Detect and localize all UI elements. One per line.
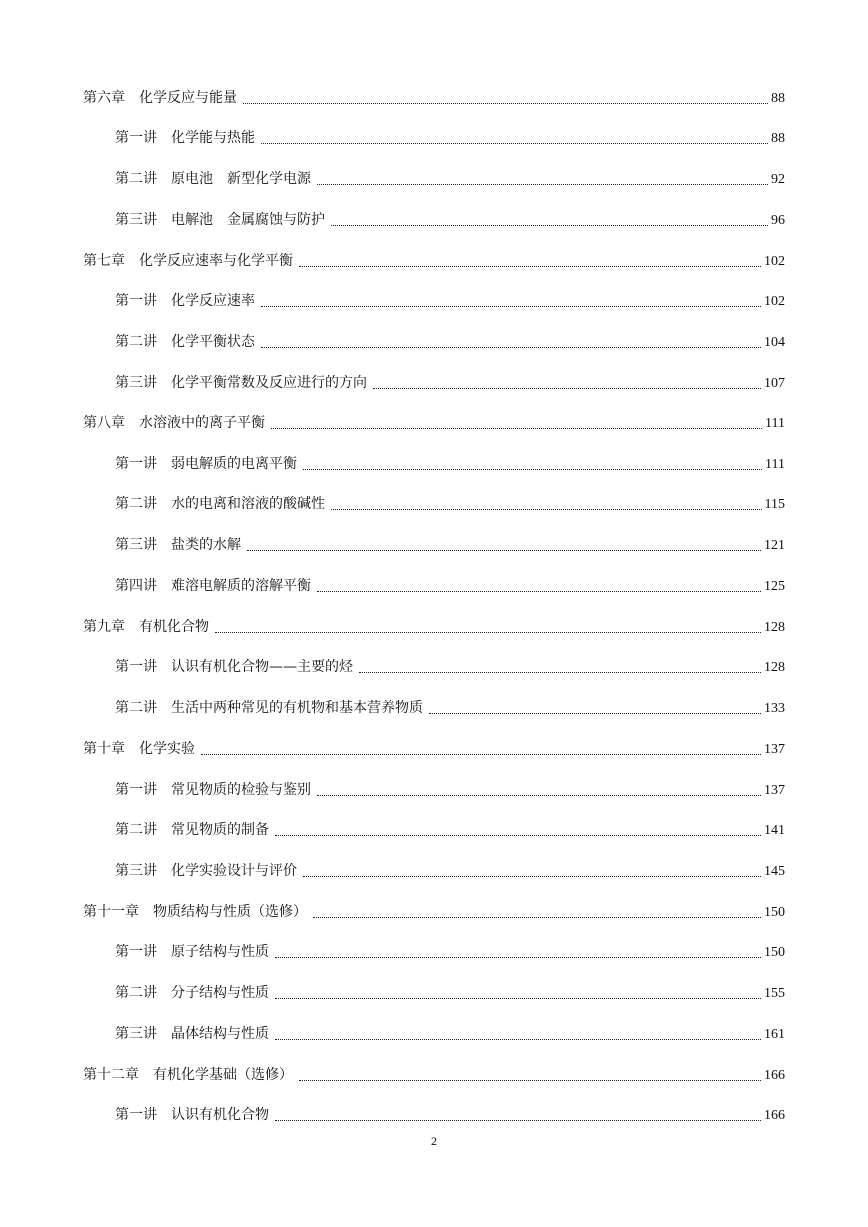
toc-entry-title: 第十章 化学实验 — [83, 741, 195, 757]
toc-entry-title: 第一讲 认识有机化合物 — [115, 1107, 269, 1123]
toc-chapter-row[interactable] — [83, 738, 785, 760]
toc-lecture-row[interactable] — [115, 534, 785, 556]
dot-leader — [261, 306, 761, 307]
dot-leader — [373, 388, 761, 389]
dot-leader — [247, 550, 761, 551]
toc-page-number: 125 — [764, 579, 785, 594]
dot-leader — [429, 713, 761, 714]
toc-lecture-row[interactable] — [115, 779, 785, 801]
toc-entry-title: 第一讲 化学反应速率 — [115, 293, 255, 309]
dot-leader — [299, 1080, 761, 1081]
toc-entry-title: 第一讲 化学能与热能 — [115, 130, 255, 146]
dot-leader — [317, 184, 768, 185]
dot-leader — [275, 1120, 761, 1121]
toc-lecture-row[interactable] — [115, 290, 785, 312]
toc-lecture-row[interactable] — [115, 819, 785, 841]
toc-lecture-row[interactable] — [115, 168, 785, 190]
dot-leader — [331, 509, 762, 510]
dot-leader — [313, 917, 761, 918]
toc-page-number: 166 — [764, 1108, 785, 1123]
dot-leader — [243, 103, 768, 104]
toc-entry-title: 第一讲 常见物质的检验与鉴别 — [115, 782, 311, 798]
toc-entry-title: 第二讲 原电池 新型化学电源 — [115, 171, 311, 187]
toc-page-number: 145 — [764, 864, 785, 879]
toc-entry-title: 第七章 化学反应速率与化学平衡 — [83, 253, 293, 269]
toc-entry-title: 第三讲 晶体结构与性质 — [115, 1026, 269, 1042]
dot-leader — [303, 469, 762, 470]
toc-page-number: 111 — [765, 416, 785, 431]
dot-leader — [261, 347, 761, 348]
toc-lecture-row[interactable] — [115, 1104, 785, 1126]
toc-lecture-row[interactable] — [115, 493, 785, 515]
toc-entry-title: 第三讲 化学平衡常数及反应进行的方向 — [115, 375, 367, 391]
dot-leader — [201, 754, 761, 755]
toc-entry-title: 第八章 水溶液中的离子平衡 — [83, 415, 265, 431]
toc-lecture-row[interactable] — [115, 372, 785, 394]
toc-entry-title: 第一讲 原子结构与性质 — [115, 944, 269, 960]
toc-entry-title: 第二讲 常见物质的制备 — [115, 822, 269, 838]
toc-chapter-row[interactable] — [83, 412, 785, 434]
toc-page-number: 141 — [764, 823, 785, 838]
toc-page-number: 107 — [764, 376, 785, 391]
toc-page-number: 155 — [764, 986, 785, 1001]
dot-leader — [275, 835, 761, 836]
dot-leader — [275, 1039, 761, 1040]
toc-lecture-row[interactable] — [115, 209, 785, 231]
toc-page-number: 166 — [764, 1068, 785, 1083]
dot-leader — [317, 795, 761, 796]
toc-chapter-row[interactable] — [83, 616, 785, 638]
dot-leader — [275, 998, 761, 999]
toc-entry-title: 第一讲 弱电解质的电离平衡 — [115, 456, 297, 472]
toc-page-number: 111 — [765, 457, 785, 472]
dot-leader — [331, 225, 768, 226]
toc-chapter-row[interactable] — [83, 1064, 785, 1086]
toc-entry-title: 第二讲 分子结构与性质 — [115, 985, 269, 1001]
dot-leader — [261, 143, 768, 144]
toc-lecture-row[interactable] — [115, 453, 785, 475]
toc-page-number: 161 — [764, 1027, 785, 1042]
toc-page-number: 137 — [764, 742, 785, 757]
toc-page-number: 102 — [764, 254, 785, 269]
toc-lecture-row[interactable] — [115, 941, 785, 963]
toc-page-number: 150 — [764, 905, 785, 920]
toc-entry-title: 第三讲 电解池 金属腐蚀与防护 — [115, 212, 325, 228]
toc-lecture-row[interactable] — [115, 656, 785, 678]
dot-leader — [303, 876, 761, 877]
toc-entry-title: 第一讲 认识有机化合物——主要的烃 — [115, 659, 353, 675]
toc-page-number: 150 — [764, 945, 785, 960]
toc-chapter-row[interactable] — [83, 901, 785, 923]
toc-lecture-row[interactable] — [115, 982, 785, 1004]
toc-page-number: 121 — [764, 538, 785, 553]
toc-page-number: 133 — [764, 701, 785, 716]
toc-entry-title: 第三讲 化学实验设计与评价 — [115, 863, 297, 879]
toc-lecture-row[interactable] — [115, 1023, 785, 1045]
toc-page-number: 128 — [764, 660, 785, 675]
toc-page-number: 104 — [764, 335, 785, 350]
toc-entry-title: 第六章 化学反应与能量 — [83, 90, 237, 106]
toc-lecture-row[interactable] — [115, 697, 785, 719]
dot-leader — [359, 672, 761, 673]
dot-leader — [317, 591, 761, 592]
toc-page-number: 88 — [771, 91, 785, 106]
dot-leader — [299, 266, 761, 267]
toc-lecture-row[interactable] — [115, 127, 785, 149]
toc-lecture-row[interactable] — [115, 860, 785, 882]
toc-lecture-row[interactable] — [115, 331, 785, 353]
toc-entry-title: 第二讲 水的电离和溶液的酸碱性 — [115, 496, 325, 512]
toc-entry-title: 第九章 有机化合物 — [83, 619, 209, 635]
toc-chapter-row[interactable] — [83, 87, 785, 109]
toc-page-number: 92 — [771, 172, 785, 187]
toc-page-number: 96 — [771, 213, 785, 228]
dot-leader — [215, 632, 761, 633]
toc-entry-title: 第三讲 盐类的水解 — [115, 537, 241, 553]
toc-entry-title: 第二讲 化学平衡状态 — [115, 334, 255, 350]
toc-page-number: 88 — [771, 131, 785, 146]
dot-leader — [271, 428, 762, 429]
toc-page-number: 102 — [764, 294, 785, 309]
toc-page-number: 137 — [764, 783, 785, 798]
toc-page-number: 115 — [764, 497, 785, 512]
toc-entry-title: 第十一章 物质结构与性质（选修） — [83, 904, 307, 920]
toc-lecture-row[interactable] — [115, 575, 785, 597]
dot-leader — [275, 957, 761, 958]
toc-entry-title: 第十二章 有机化学基础（选修） — [83, 1067, 293, 1083]
toc-entry-title: 第二讲 生活中两种常见的有机物和基本营养物质 — [115, 700, 423, 716]
toc-entry-title: 第四讲 难溶电解质的溶解平衡 — [115, 578, 311, 594]
toc-page-number: 128 — [764, 620, 785, 635]
toc-chapter-row[interactable] — [83, 250, 785, 272]
page-footer-number: 2 — [431, 1134, 437, 1148]
